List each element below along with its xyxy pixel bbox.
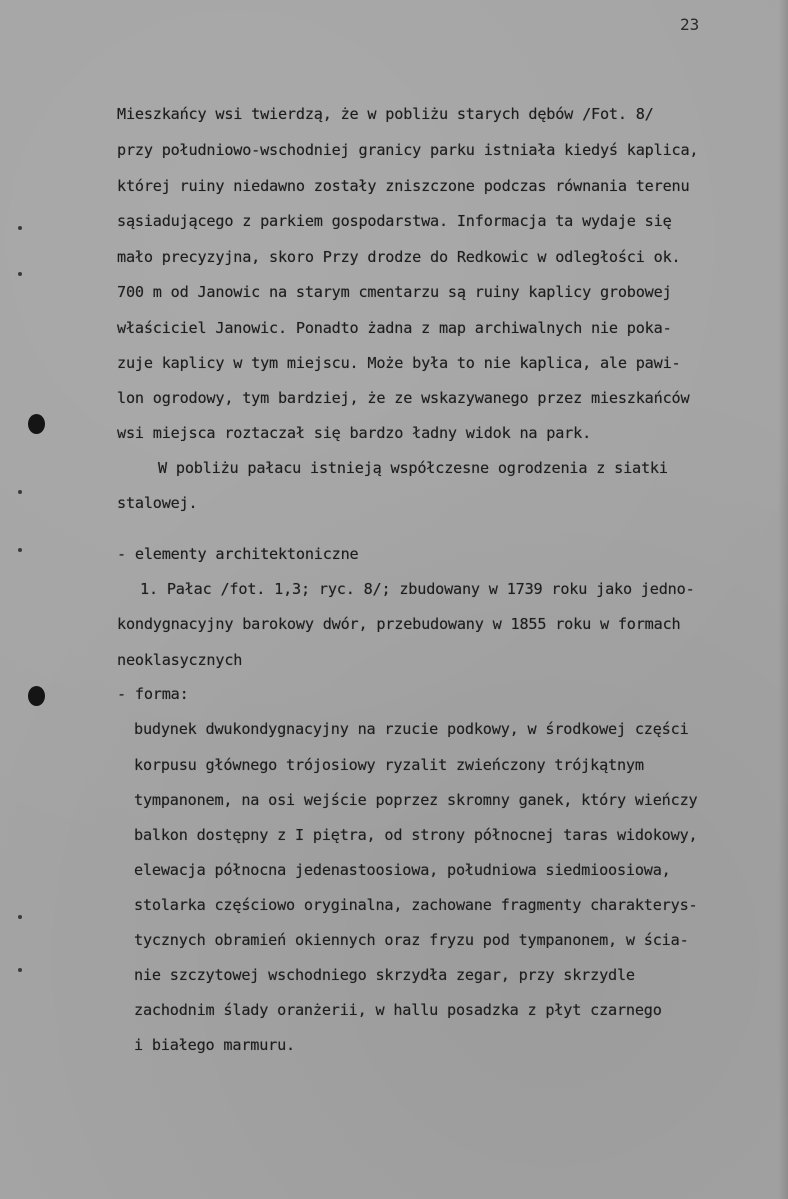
text-line: W pobliżu pałacu istnieją współczesne ogrodzenia z siatki: [158, 459, 668, 477]
text-line: budynek dwukondygnacyjny na rzucie podkowy, w środkowej części: [134, 720, 689, 738]
text-line: wsi miejsca roztaczał się bardzo ładny widok na park.: [117, 424, 592, 442]
text-line: balkon dostępny z I piętra, od strony północnej taras widokowy,: [134, 826, 698, 844]
text-line: której ruiny niedawno zostały zniszczone podczas równania terenu: [117, 177, 690, 195]
text-line: Mieszkańcy wsi twierdzą, że w pobliżu starych dębów /Fot. 8/: [117, 105, 654, 123]
text-line: sąsiadującego z parkiem gospodarstwa. Informacja ta wydaje się: [117, 212, 672, 230]
punch-hole-mark: [28, 686, 45, 706]
speck-mark: [18, 272, 22, 276]
text-line: kondygnacyjny barokowy dwór, przebudowany w 1855 roku w formach: [117, 615, 681, 633]
text-line: przy południowo-wschodniej granicy parku istniała kiedyś kaplica,: [117, 141, 699, 159]
text-line: 1. Pałac /fot. 1,3; ryc. 8/; zbudowany w 1739 roku jako jedno-: [140, 580, 695, 598]
text-line: właściciel Janowic. Ponadto żadna z map archiwalnych nie poka-: [117, 319, 672, 337]
section-heading: - elementy architektoniczne: [117, 545, 359, 563]
text-line: zachodnim ślady oranżerii, w hallu posadzka z płyt czarnego: [134, 1001, 662, 1019]
speck-mark: [18, 226, 22, 230]
text-line: 700 m od Janowic na starym cmentarzu są ruiny kaplicy grobowej: [117, 283, 672, 301]
section-heading: - forma:: [117, 685, 189, 703]
text-line: tympanonem, na osi wejście poprzez skromny ganek, który wieńczy: [134, 791, 698, 809]
text-line: neoklasycznych: [117, 651, 243, 669]
speck-mark: [18, 490, 22, 494]
text-line: stalowej.: [117, 494, 198, 512]
page-edge-shadow: [778, 0, 788, 1199]
speck-mark: [18, 915, 22, 919]
punch-hole-mark: [28, 414, 45, 434]
text-line: stolarka częściowo oryginalna, zachowane fragmenty charakterys-: [134, 896, 698, 914]
text-line: nie szczytowej wschodniego skrzydła zegar, przy skrzydle: [134, 966, 635, 984]
text-line: tycznych obramień okiennych oraz fryzu pod tympanonem, w ścia-: [134, 931, 689, 949]
text-line: zuje kaplicy w tym miejscu. Może była to nie kaplica, ale pawi-: [117, 354, 681, 372]
text-line: mało precyzyjna, skoro Przy drodze do Redkowic w odległości ok.: [117, 248, 681, 266]
speck-mark: [18, 548, 22, 552]
text-line: i białego marmuru.: [134, 1036, 295, 1054]
text-line: korpusu głównego trójosiowy ryzalit zwieńczony trójkątnym: [134, 756, 644, 774]
text-line: lon ogrodowy, tym bardziej, że ze wskazywanego przez mieszkańców: [117, 389, 690, 407]
speck-mark: [18, 968, 22, 972]
text-line: elewacja północna jedenastoosiowa, południowa siedmioosiowa,: [134, 861, 671, 879]
page-number: 23: [680, 15, 700, 34]
